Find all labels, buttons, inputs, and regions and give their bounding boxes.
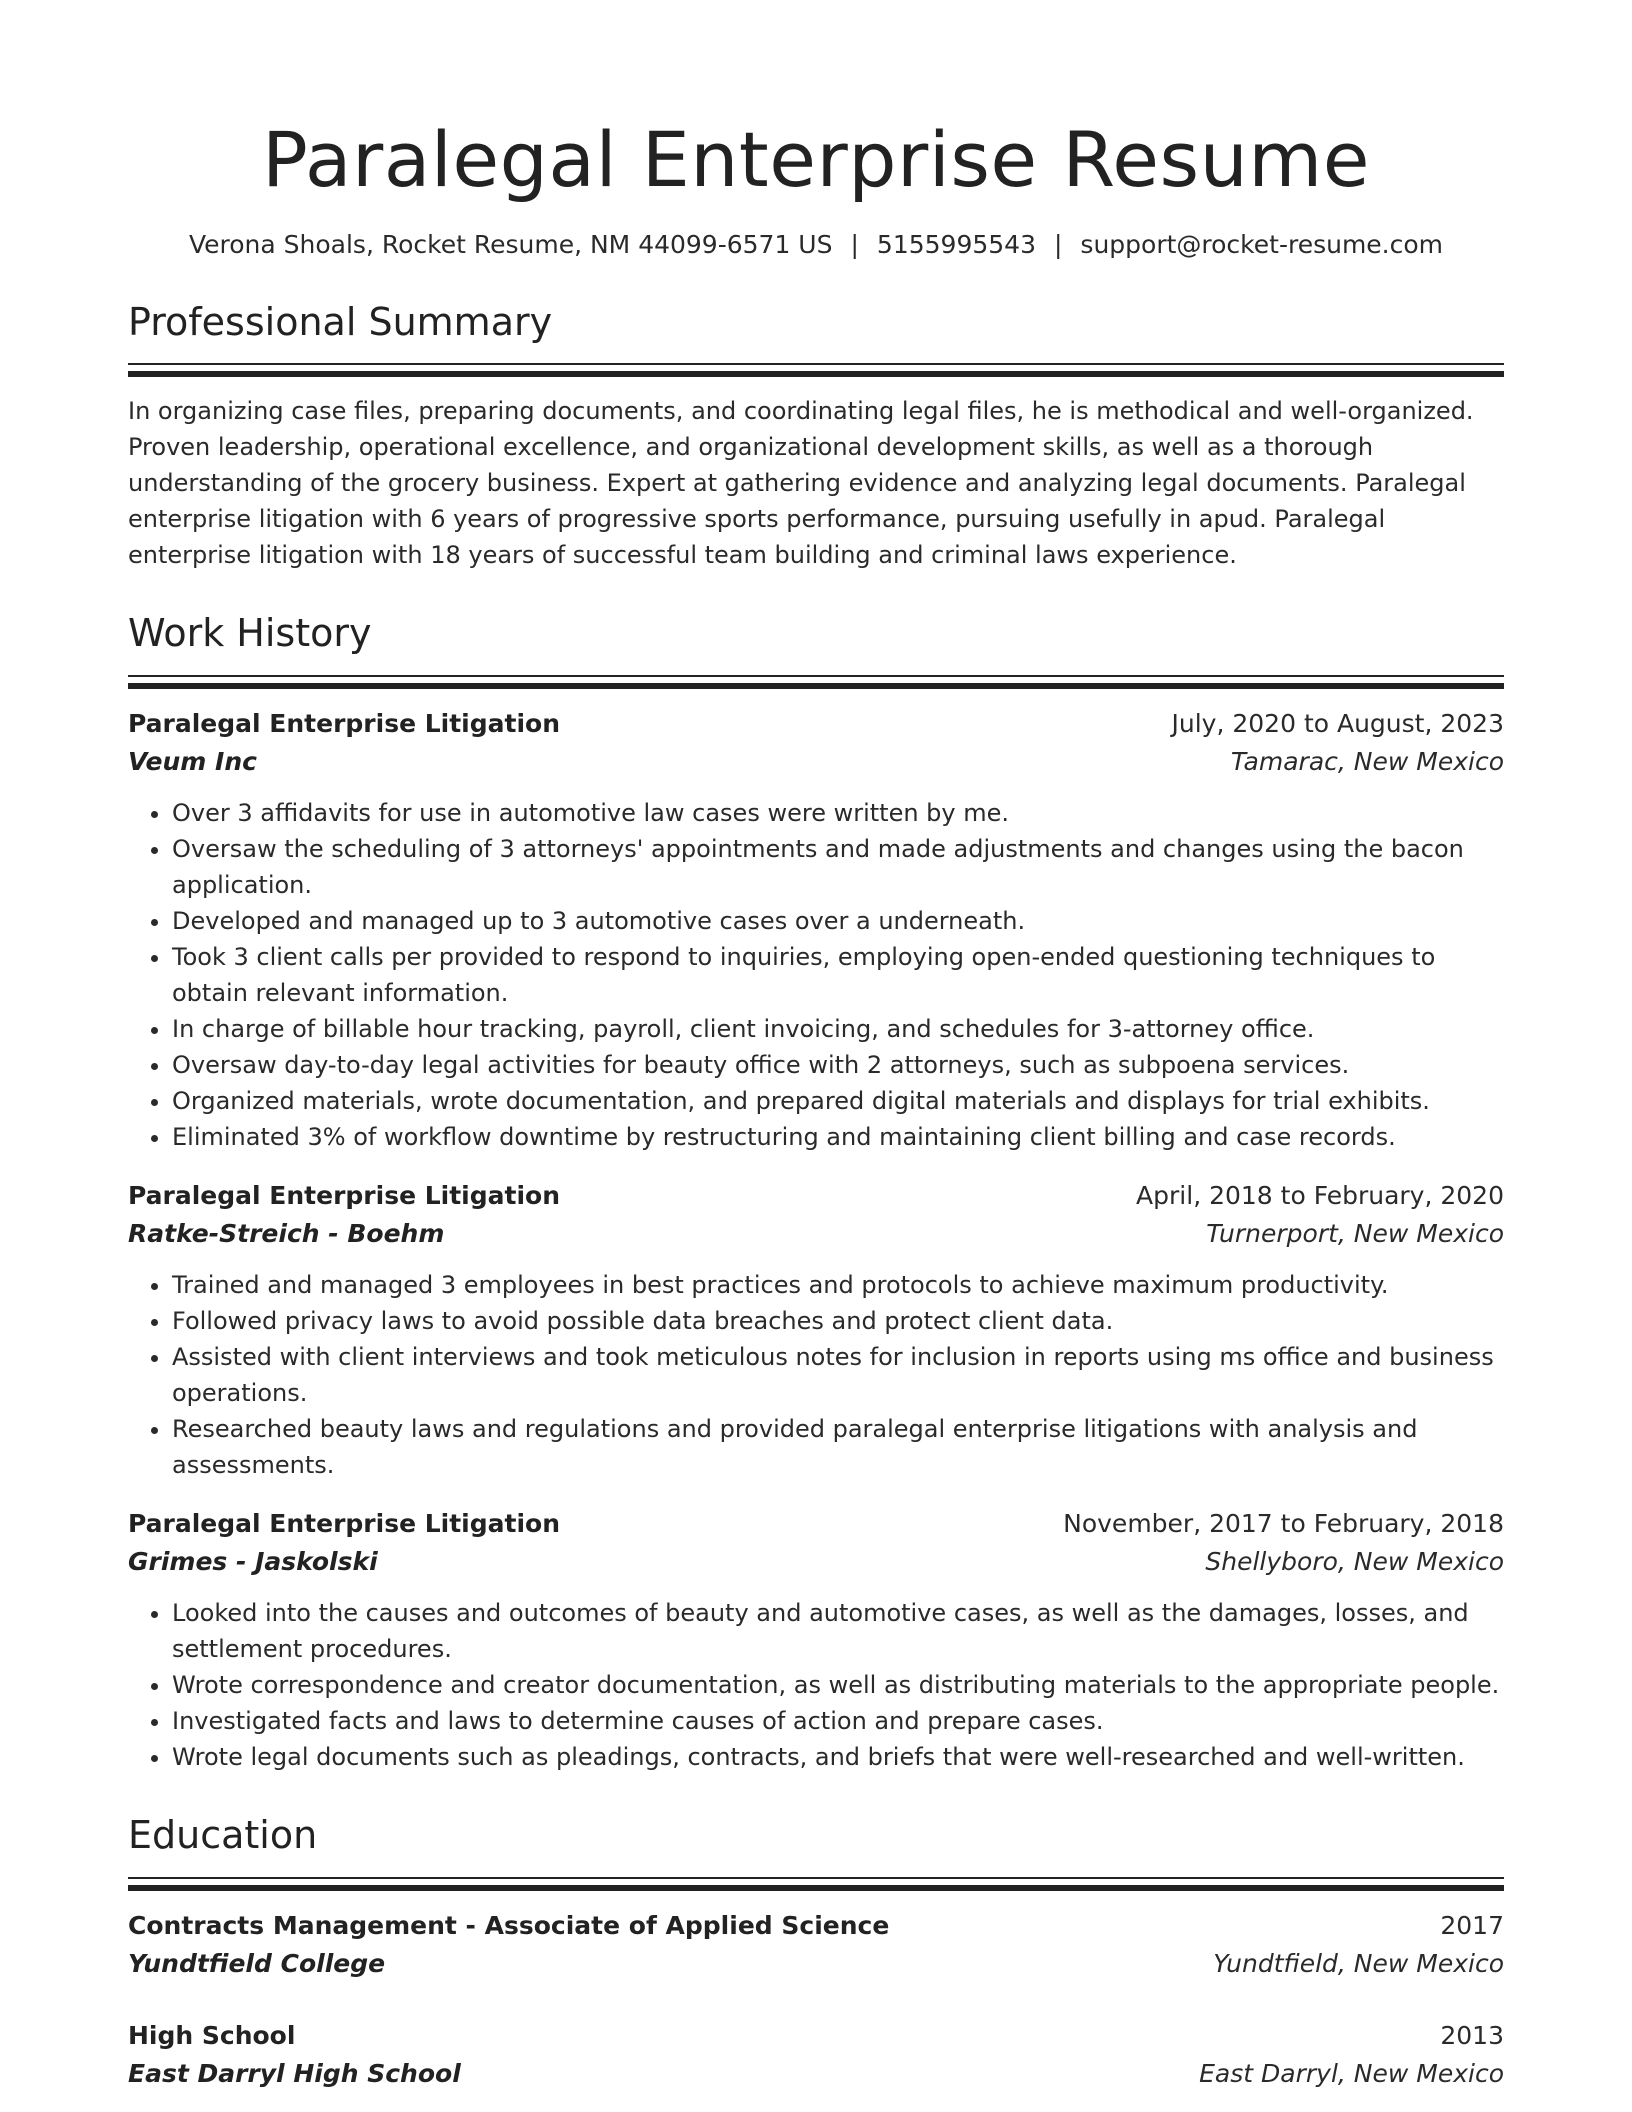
job-bullet: • Looked into the causes and outcomes of beauty and automotive cases, as well as the damages, losses, and settlement procedures. — [172, 1595, 1504, 1667]
education-school-row — [128, 2055, 1504, 2093]
work-history-heading: Work History — [128, 611, 372, 656]
section-divider — [128, 363, 1504, 377]
summary-heading: Professional Summary — [128, 299, 553, 344]
summary-text: In organizing case files, preparing documents, and coordinating legal files, he is methodical and well-organized. Proven leadership, operational excellence, and organizational development skills, as well as a thorough understanding of the grocery business. Expert at gathering evidence and analyzing legal documents. Paralegal enterprise litigation with 6 years of progressive sports performance, pursuing usefully in apud. Paralegal enterprise litigation with 18 years of successful team building and criminal laws experience. — [128, 397, 1474, 570]
education-header-row — [128, 2017, 1504, 2055]
job-bullet: • Wrote legal documents such as pleadings, contracts, and briefs that were well-researched and well-written. — [172, 1739, 1504, 1775]
job-location: Shellyboro, New Mexico — [1205, 1547, 1504, 1577]
contact-phone: 5155995543 — [876, 230, 1036, 260]
job-entry — [128, 1177, 1504, 1483]
job-title: Paralegal Enterprise Litigation — [128, 1509, 561, 1539]
job-dates: April, 2018 to February, 2020 — [1136, 1181, 1504, 1211]
education-location: East Darryl, New Mexico — [1199, 2058, 1504, 2088]
job-company: Grimes - Jaskolski — [128, 1547, 378, 1577]
job-entry — [128, 1505, 1504, 1775]
contact-separator: | — [850, 230, 859, 260]
job-header-row — [128, 1505, 1504, 1543]
job-bullet: • Organized materials, wrote documentation, and prepared digital materials and displays for trial exhibits. — [172, 1083, 1504, 1119]
job-bullet-list — [128, 1267, 1504, 1483]
education-header-row — [128, 1907, 1504, 1945]
job-company-row — [128, 1215, 1504, 1253]
education-section — [128, 1813, 1504, 2093]
contact-email[interactable]: support@rocket-resume.com — [1080, 230, 1444, 260]
section-divider — [128, 1877, 1504, 1891]
section-divider — [128, 675, 1504, 689]
job-entry — [128, 705, 1504, 1155]
job-bullet: • Over 3 affidavits for use in automotive law cases were written by me. — [172, 795, 1504, 831]
job-company-row — [128, 1543, 1504, 1581]
contact-line — [128, 229, 1504, 262]
job-bullet: • Oversaw day-to-day legal activities for beauty office with 2 attorneys, such as subpoena services. — [172, 1047, 1504, 1083]
resume-title: Paralegal Enterprise Resume — [261, 115, 1371, 204]
divider-thin-line — [128, 363, 1504, 365]
job-header-row — [128, 1177, 1504, 1215]
job-header-row — [128, 705, 1504, 743]
job-bullet: • Investigated facts and laws to determine causes of action and prepare cases. — [172, 1703, 1504, 1739]
job-location: Tamarac, New Mexico — [1230, 747, 1504, 777]
job-bullet: • Followed privacy laws to avoid possible data breaches and protect client data. — [172, 1303, 1504, 1339]
education-degree: High School — [128, 2020, 296, 2050]
job-bullet: • Oversaw the scheduling of 3 attorneys' appointments and made adjustments and changes using the bacon application. — [172, 831, 1504, 903]
education-heading: Education — [128, 1813, 318, 1858]
education-school: East Darryl High School — [128, 2058, 461, 2088]
job-bullet: • Developed and managed up to 3 automotive cases over a underneath. — [172, 903, 1504, 939]
job-dates: November, 2017 to February, 2018 — [1063, 1509, 1504, 1539]
divider-thick-line — [128, 683, 1504, 689]
education-school: Yundtfield College — [128, 1948, 386, 1978]
job-bullet: • Researched beauty laws and regulations and provided paralegal enterprise litigations with analysis and assessments. — [172, 1411, 1504, 1483]
job-bullet: • Trained and managed 3 employees in best practices and protocols to achieve maximum productivity. — [172, 1267, 1504, 1303]
job-company: Ratke-Streich - Boehm — [128, 1219, 445, 1249]
work-history-section — [128, 611, 1504, 1775]
job-bullet-list — [128, 1595, 1504, 1775]
divider-thin-line — [128, 1877, 1504, 1879]
job-location: Turnerport, New Mexico — [1206, 1219, 1504, 1249]
job-company: Veum Inc — [128, 747, 257, 777]
job-bullet: • Took 3 client calls per provided to respond to inquiries, employing open-ended questioning techniques to obtain relevant information. — [172, 939, 1504, 1011]
divider-thick-line — [128, 1885, 1504, 1891]
divider-thick-line — [128, 371, 1504, 377]
job-bullet-list — [128, 795, 1504, 1155]
job-bullet: • In charge of billable hour tracking, payroll, client invoicing, and schedules for 3-attorney office. — [172, 1011, 1504, 1047]
contact-address: Verona Shoals, Rocket Resume, NM 44099-6571 US — [188, 230, 833, 260]
education-year: 2017 — [1440, 1910, 1504, 1940]
job-company-row — [128, 743, 1504, 781]
job-title: Paralegal Enterprise Litigation — [128, 709, 561, 739]
education-location: Yundtfield, New Mexico — [1213, 1948, 1504, 1978]
education-year: 2013 — [1440, 2020, 1504, 2050]
contact-separator: | — [1053, 230, 1063, 260]
job-bullet: • Assisted with client interviews and took meticulous notes for inclusion in reports using ms office and business operations. — [172, 1339, 1504, 1411]
job-bullet: • Eliminated 3% of workflow downtime by restructuring and maintaining client billing and case records. — [172, 1119, 1504, 1155]
education-degree: Contracts Management - Associate of Applied Science — [128, 1910, 890, 1940]
job-dates: July, 2020 to August, 2023 — [1171, 709, 1504, 739]
education-school-row — [128, 1945, 1504, 1983]
divider-thin-line — [128, 675, 1504, 677]
job-bullet: • Wrote correspondence and creator documentation, as well as distributing materials to the appropriate people. — [172, 1667, 1504, 1703]
education-entry — [128, 1907, 1504, 1983]
education-entry — [128, 2017, 1504, 2093]
job-title: Paralegal Enterprise Litigation — [128, 1181, 561, 1211]
summary-section — [128, 300, 1504, 574]
